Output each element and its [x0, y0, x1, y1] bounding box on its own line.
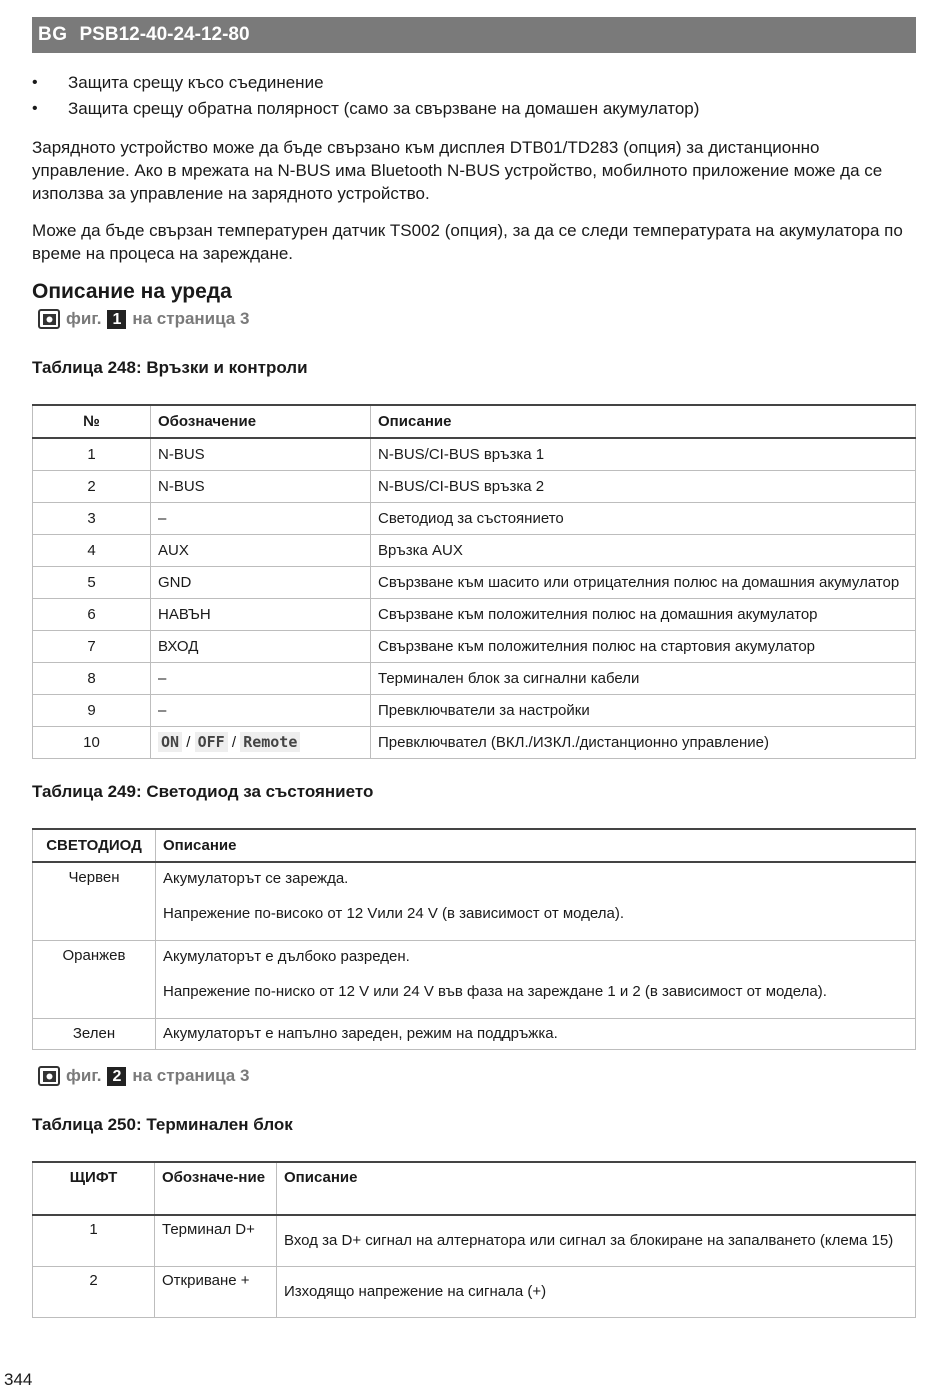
camera-icon: [38, 1066, 60, 1086]
table-250-caption: Таблица 250: Терминален блок: [32, 1115, 293, 1134]
table-248-connections: [32, 404, 916, 759]
column-header: Обозначение: [151, 405, 371, 438]
table-row: 9 – Превключватели за настройки: [33, 694, 916, 726]
table-249-caption: Таблица 249: Светодиод за състоянието: [32, 782, 374, 801]
table-row: 2 N-BUS N-BUS/CI-BUS връзка 2: [33, 470, 916, 502]
feature-list: [32, 70, 916, 122]
table-249-status-led: [32, 828, 916, 1050]
table-row: 5 GND Свързване към шасито или отрицателния полюс на домашния акумулатор: [33, 566, 916, 598]
paragraph-remote-control: Зарядното устройство може да бъде свързано към дисплея DTB01/TD283 (опция) за дистанционно управление. Ако в мрежата на N-BUS има Bluetooth N-BUS устройство, мобилното приложение може да се използва за управление на зарядното устройство.: [32, 138, 883, 203]
camera-icon: [38, 309, 60, 329]
table-row: 10 ON / OFF / Remote Превключвател (ВКЛ./ИЗКЛ./дистанционно управление): [33, 726, 916, 758]
table-row: 1 Терминал D+ Вход за D+ сигнал на алтернатора или сигнал за блокиране на запалването (клема 15): [33, 1215, 916, 1266]
table-row: 1 N-BUS N-BUS/CI-BUS връзка 1: [33, 438, 916, 470]
figure-reference-2[interactable]: фиг. 2 на страница 3: [38, 1066, 249, 1086]
paragraph-temperature-sensor: Може да бъде свързан температурен датчик TS002 (опция), за да се следи температурата на акумулатора по време на процеса на зареждане.: [32, 221, 903, 263]
column-header: ЩИФТ: [33, 1162, 155, 1215]
table-row: 3 – Светодиод за състоянието: [33, 502, 916, 534]
switch-on-label: ON: [158, 732, 182, 752]
list-item: • Защита срещу късо съединение: [32, 73, 324, 92]
bullet-icon: •: [32, 100, 38, 117]
language-code: BG: [38, 24, 68, 45]
table-row: Зелен Акумулаторът е напълно зареден, режим на поддръжка.: [33, 1018, 916, 1049]
table-row: 6 НАВЪН Свързване към положителния полюс на домашния акумулатор: [33, 598, 916, 630]
switch-remote-label: Remote: [240, 732, 300, 752]
table-row: Червен Акумулаторът се зарежда. Напрежение по-високо от 12 Vили 24 V (в зависимост от модела).: [33, 862, 916, 940]
section-title: Описание на уреда: [32, 280, 232, 303]
column-header: Описание: [371, 405, 916, 438]
table-250-terminal-block: [32, 1161, 916, 1318]
page-number: 344: [4, 1370, 33, 1389]
table-row: 7 ВХОД Свързване към положителния полюс на стартовия акумулатор: [33, 630, 916, 662]
column-header: СВЕТОДИОД: [33, 829, 156, 862]
column-header: Обозначе-ние: [155, 1162, 277, 1215]
table-row: 8 – Терминален блок за сигнални кабели: [33, 662, 916, 694]
table-248-caption: Таблица 248: Връзки и контроли: [32, 358, 308, 377]
page-header: [32, 17, 916, 53]
list-item: • Защита срещу обратна полярност (само за свързване на домашен акумулатор): [32, 99, 700, 118]
table-row: 2 Откриване + Изходящо напрежение на сигнала (+): [33, 1266, 916, 1317]
column-header: Описание: [277, 1162, 916, 1215]
table-row: 4 AUX Връзка AUX: [33, 534, 916, 566]
model-number: PSB12-40-24-12-80: [79, 24, 250, 45]
column-header: №: [33, 405, 151, 438]
column-header: Описание: [156, 829, 916, 862]
figure-reference-1[interactable]: фиг. 1 на страница 3: [38, 309, 249, 329]
bullet-icon: •: [32, 74, 38, 91]
table-row: Оранжев Акумулаторът е дълбоко разреден. Напрежение по-ниско от 12 V или 24 V във фаза на зареждане 1 и 2 (в зависимост от модела).: [33, 940, 916, 1018]
switch-labels: ON / OFF / Remote: [151, 726, 371, 758]
switch-off-label: OFF: [195, 732, 228, 752]
